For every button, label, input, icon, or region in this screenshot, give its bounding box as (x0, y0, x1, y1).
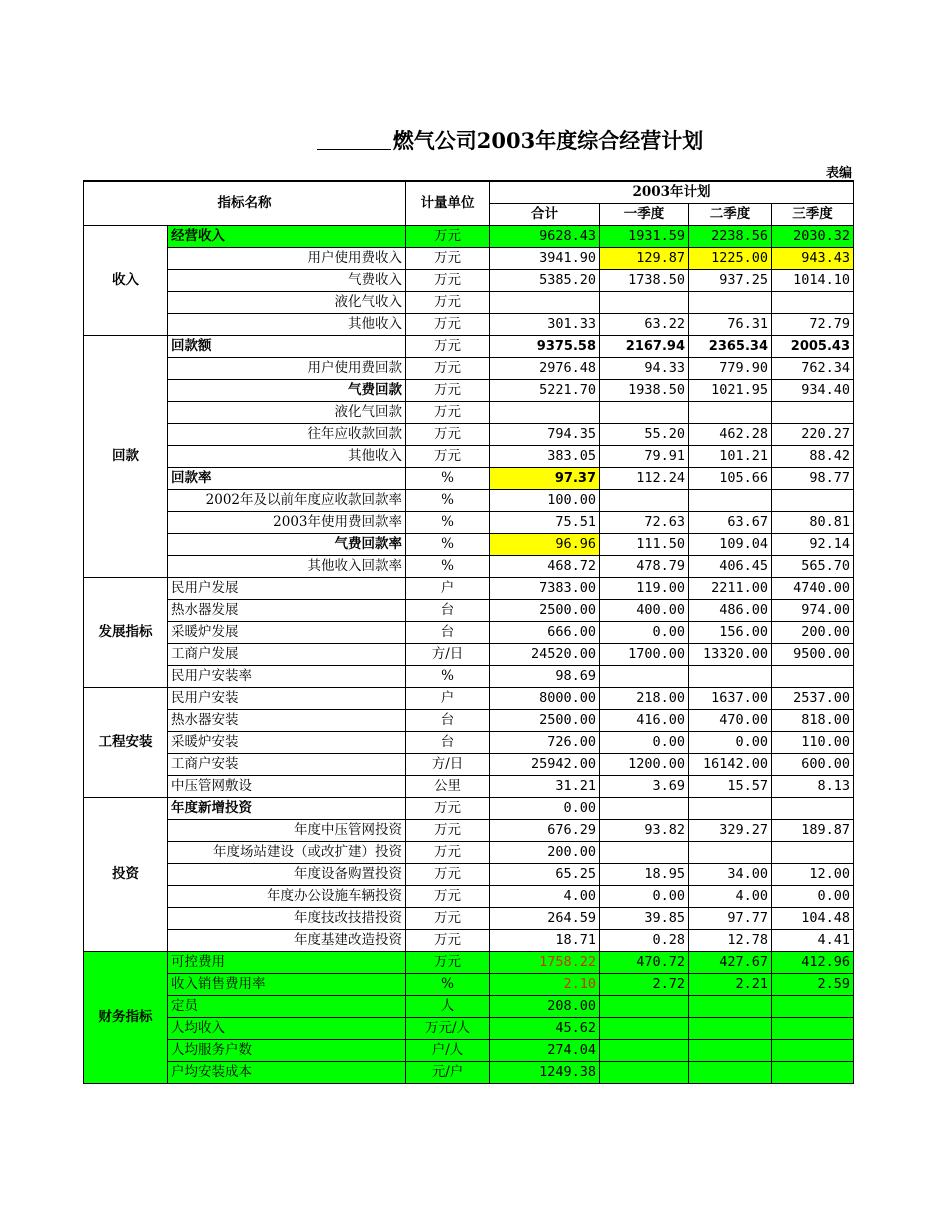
cell-q3[interactable]: 4740.00 (772, 578, 854, 600)
table-row (84, 842, 854, 864)
table-row (84, 358, 854, 380)
cell-q1[interactable] (600, 402, 689, 424)
cell-q3[interactable]: 12.00 (772, 864, 854, 886)
cell-q3[interactable]: 1014.10 (772, 270, 854, 292)
spreadsheet (83, 180, 853, 1084)
header-plan-year[interactable]: 2003年计划 (490, 181, 854, 204)
cell-total[interactable]: 75.51 (490, 512, 600, 534)
cell-q1[interactable] (600, 996, 689, 1018)
table-row (84, 490, 854, 512)
cell-total[interactable]: 383.05 (490, 446, 600, 468)
row-unit[interactable]: 方/日 (406, 644, 490, 666)
cell-q2[interactable]: 34.00 (689, 864, 772, 886)
row-name[interactable]: 年度设备购置投资 (168, 864, 406, 886)
cell-total[interactable]: 18.71 (490, 930, 600, 952)
table-row (84, 600, 854, 622)
cell-total[interactable]: 666.00 (490, 622, 600, 644)
cell-total[interactable]: 65.25 (490, 864, 600, 886)
row-unit[interactable]: 万元 (406, 270, 490, 292)
row-name[interactable]: 年度技改技措投资 (168, 908, 406, 930)
cell-q1[interactable]: 119.00 (600, 578, 689, 600)
cell-q2[interactable] (689, 1040, 772, 1062)
row-unit[interactable]: % (406, 666, 490, 688)
row-name[interactable]: 用户使用费收入 (168, 248, 406, 270)
cell-q3[interactable]: 92.14 (772, 534, 854, 556)
row-unit[interactable]: 方/日 (406, 754, 490, 776)
cell-q3[interactable] (772, 490, 854, 512)
cell-q1[interactable]: 94.33 (600, 358, 689, 380)
row-unit[interactable]: 万元 (406, 820, 490, 842)
cell-q1[interactable] (600, 1040, 689, 1062)
cell-q2[interactable]: 779.90 (689, 358, 772, 380)
cell-total[interactable]: 8000.00 (490, 688, 600, 710)
cell-total[interactable]: 100.00 (490, 490, 600, 512)
header-q3[interactable]: 三季度 (772, 204, 854, 226)
table-row (84, 864, 854, 886)
cell-q3[interactable]: 934.40 (772, 380, 854, 402)
row-unit[interactable]: % (406, 974, 490, 996)
cell-total[interactable]: 468.72 (490, 556, 600, 578)
group-installation[interactable]: 工程安装 (84, 688, 168, 798)
cell-q1[interactable]: 218.00 (600, 688, 689, 710)
cell-q2[interactable]: 13320.00 (689, 644, 772, 666)
row-name[interactable]: 回款率 (168, 468, 406, 490)
cell-total[interactable]: 5385.20 (490, 270, 600, 292)
cell-total[interactable]: 25942.00 (490, 754, 600, 776)
cell-q3[interactable]: 2030.32 (772, 226, 854, 248)
row-name[interactable]: 民用户发展 (168, 578, 406, 600)
cell-q3[interactable]: 88.42 (772, 446, 854, 468)
cell-total[interactable]: 794.35 (490, 424, 600, 446)
row-name[interactable]: 工商户发展 (168, 644, 406, 666)
cell-q2[interactable]: 486.00 (689, 600, 772, 622)
cell-q1[interactable]: 55.20 (600, 424, 689, 446)
row-name[interactable]: 人均服务户数 (168, 1040, 406, 1062)
cell-q1[interactable]: 0.28 (600, 930, 689, 952)
cell-q2[interactable]: 2365.34 (689, 336, 772, 358)
cell-q2[interactable]: 1225.00 (689, 248, 772, 270)
cell-q2[interactable]: 105.66 (689, 468, 772, 490)
table-row (84, 710, 854, 732)
table-row (84, 820, 854, 842)
header-total[interactable]: 合计 (490, 204, 600, 226)
cell-q1[interactable] (600, 1062, 689, 1084)
row-name[interactable]: 液化气收入 (168, 292, 406, 314)
row-name[interactable]: 年度新增投资 (168, 798, 406, 820)
table-row (84, 886, 854, 908)
table-row (84, 732, 854, 754)
cell-q3[interactable] (772, 1018, 854, 1040)
table-row (84, 578, 854, 600)
table-row (84, 1062, 854, 1084)
cell-q3[interactable] (772, 402, 854, 424)
cell-q3[interactable]: 200.00 (772, 622, 854, 644)
table-note: 表编 (826, 166, 853, 181)
table-row (84, 908, 854, 930)
cell-q3[interactable]: 72.79 (772, 314, 854, 336)
cell-q3[interactable] (772, 1040, 854, 1062)
row-unit[interactable]: 台 (406, 732, 490, 754)
cell-q2[interactable]: 63.67 (689, 512, 772, 534)
cell-total[interactable]: 4.00 (490, 886, 600, 908)
cell-q1[interactable] (600, 490, 689, 512)
page-title (0, 125, 950, 155)
row-name[interactable]: 往年应收款回款 (168, 424, 406, 446)
cell-q2[interactable]: 2238.56 (689, 226, 772, 248)
row-unit[interactable]: % (406, 556, 490, 578)
row-name[interactable]: 年度场站建设（或改扩建）投资 (168, 842, 406, 864)
cell-q2[interactable]: 0.00 (689, 732, 772, 754)
cell-q1[interactable]: 79.91 (600, 446, 689, 468)
cell-q1[interactable]: 2.72 (600, 974, 689, 996)
cell-total[interactable] (490, 402, 600, 424)
row-name[interactable]: 年度办公设施车辆投资 (168, 886, 406, 908)
cell-q1[interactable]: 478.79 (600, 556, 689, 578)
cell-q3[interactable]: 818.00 (772, 710, 854, 732)
cell-total[interactable]: 0.00 (490, 798, 600, 820)
row-name[interactable]: 液化气回款 (168, 402, 406, 424)
row-unit[interactable]: 元/户 (406, 1062, 490, 1084)
cell-q1[interactable]: 129.87 (600, 248, 689, 270)
row-name[interactable]: 其他收入 (168, 314, 406, 336)
row-unit[interactable]: 万元 (406, 930, 490, 952)
cell-q1[interactable]: 72.63 (600, 512, 689, 534)
row-name[interactable]: 民用户安装率 (168, 666, 406, 688)
cell-q1[interactable]: 400.00 (600, 600, 689, 622)
table-row (84, 380, 854, 402)
group-payment[interactable]: 回款 (84, 336, 168, 578)
cell-q3[interactable]: 104.48 (772, 908, 854, 930)
row-name[interactable]: 民用户安装 (168, 688, 406, 710)
row-unit[interactable]: % (406, 468, 490, 490)
cell-q1[interactable]: 1200.00 (600, 754, 689, 776)
table-row (84, 468, 854, 490)
row-unit[interactable]: 万元 (406, 864, 490, 886)
row-name[interactable]: 户均安装成本 (168, 1062, 406, 1084)
cell-q1[interactable]: 0.00 (600, 732, 689, 754)
table-row (84, 270, 854, 292)
row-name[interactable]: 其他收入 (168, 446, 406, 468)
cell-q3[interactable]: 974.00 (772, 600, 854, 622)
cell-total[interactable]: 3941.90 (490, 248, 600, 270)
cell-q1[interactable]: 1938.50 (600, 380, 689, 402)
header-unit[interactable]: 计量单位 (406, 181, 490, 226)
row-unit[interactable]: 万元/人 (406, 1018, 490, 1040)
row-unit[interactable]: 万元 (406, 446, 490, 468)
cell-total[interactable]: 31.21 (490, 776, 600, 798)
row-unit[interactable]: 万元 (406, 424, 490, 446)
row-name[interactable]: 经营收入 (168, 226, 406, 248)
row-name[interactable]: 气费回款率 (168, 534, 406, 556)
title-text: 燃气公司2003年度综合经营计划 (392, 128, 704, 153)
cell-q3[interactable]: 2.59 (772, 974, 854, 996)
cell-q1[interactable]: 3.69 (600, 776, 689, 798)
cell-q3[interactable] (772, 1062, 854, 1084)
group-development[interactable]: 发展指标 (84, 578, 168, 688)
cell-q3[interactable]: 8.13 (772, 776, 854, 798)
cell-q3[interactable]: 412.96 (772, 952, 854, 974)
cell-q2[interactable]: 1637.00 (689, 688, 772, 710)
cell-q3[interactable]: 943.43 (772, 248, 854, 270)
cell-q2[interactable]: 1021.95 (689, 380, 772, 402)
row-unit[interactable]: 万元 (406, 292, 490, 314)
row-name[interactable]: 中压管网敷设 (168, 776, 406, 798)
row-unit[interactable]: 万元 (406, 908, 490, 930)
cell-q2[interactable] (689, 1018, 772, 1040)
row-name[interactable]: 定员 (168, 996, 406, 1018)
cell-q2[interactable] (689, 292, 772, 314)
cell-total[interactable]: 2500.00 (490, 600, 600, 622)
table-row (84, 798, 854, 820)
cell-q3[interactable]: 9500.00 (772, 644, 854, 666)
row-unit[interactable]: 人 (406, 996, 490, 1018)
cell-q2[interactable]: 101.21 (689, 446, 772, 468)
cell-q3[interactable]: 110.00 (772, 732, 854, 754)
table-row (84, 424, 854, 446)
table-row (84, 974, 854, 996)
row-unit[interactable]: 万元 (406, 798, 490, 820)
cell-q1[interactable] (600, 1018, 689, 1040)
cell-q1[interactable] (600, 842, 689, 864)
cell-q1[interactable]: 1738.50 (600, 270, 689, 292)
cell-q1[interactable]: 18.95 (600, 864, 689, 886)
cell-q1[interactable]: 2167.94 (600, 336, 689, 358)
cell-q1[interactable]: 1931.59 (600, 226, 689, 248)
cell-q2[interactable]: 15.57 (689, 776, 772, 798)
row-name[interactable]: 热水器安装 (168, 710, 406, 732)
cell-q2[interactable] (689, 842, 772, 864)
cell-q2[interactable]: 937.25 (689, 270, 772, 292)
cell-q2[interactable]: 16142.00 (689, 754, 772, 776)
row-unit[interactable]: 户 (406, 688, 490, 710)
table-row (84, 996, 854, 1018)
row-unit[interactable]: 台 (406, 600, 490, 622)
cell-q1[interactable]: 111.50 (600, 534, 689, 556)
cell-q2[interactable] (689, 402, 772, 424)
cell-q3[interactable]: 98.77 (772, 468, 854, 490)
cell-q3[interactable]: 565.70 (772, 556, 854, 578)
row-name[interactable]: 工商户安装 (168, 754, 406, 776)
cell-total[interactable]: 7383.00 (490, 578, 600, 600)
cell-total[interactable]: 200.00 (490, 842, 600, 864)
cell-total[interactable]: 264.59 (490, 908, 600, 930)
cell-total[interactable]: 2500.00 (490, 710, 600, 732)
table-row (84, 666, 854, 688)
cell-q2[interactable] (689, 666, 772, 688)
row-name[interactable]: 可控费用 (168, 952, 406, 974)
table-row (84, 534, 854, 556)
cell-q3[interactable]: 762.34 (772, 358, 854, 380)
cell-q1[interactable]: 1700.00 (600, 644, 689, 666)
cell-total[interactable]: 208.00 (490, 996, 600, 1018)
header-indicator-name[interactable]: 指标名称 (84, 181, 406, 226)
cell-q2[interactable]: 76.31 (689, 314, 772, 336)
row-unit[interactable]: 台 (406, 622, 490, 644)
row-name[interactable]: 采暖炉发展 (168, 622, 406, 644)
row-unit[interactable]: % (406, 512, 490, 534)
cell-q2[interactable]: 109.04 (689, 534, 772, 556)
cell-total[interactable]: 2976.48 (490, 358, 600, 380)
plan-table (83, 180, 854, 1084)
row-unit[interactable]: 户/人 (406, 1040, 490, 1062)
row-unit[interactable]: 万元 (406, 358, 490, 380)
table-row (84, 226, 854, 248)
cell-q2[interactable]: 462.28 (689, 424, 772, 446)
table-row (84, 1018, 854, 1040)
row-name[interactable]: 人均收入 (168, 1018, 406, 1040)
cell-q1[interactable]: 416.00 (600, 710, 689, 732)
group-investment[interactable]: 投资 (84, 798, 168, 952)
cell-q3[interactable]: 2537.00 (772, 688, 854, 710)
cell-total[interactable]: 9628.43 (490, 226, 600, 248)
cell-total[interactable]: 9375.58 (490, 336, 600, 358)
cell-q2[interactable] (689, 490, 772, 512)
table-row (84, 688, 854, 710)
cell-q2[interactable]: 2211.00 (689, 578, 772, 600)
cell-q2[interactable] (689, 798, 772, 820)
row-name[interactable]: 气费回款 (168, 380, 406, 402)
cell-q3[interactable] (772, 292, 854, 314)
row-unit[interactable]: 万元 (406, 380, 490, 402)
cell-q2[interactable]: 12.78 (689, 930, 772, 952)
table-row (84, 644, 854, 666)
cell-q3[interactable]: 0.00 (772, 886, 854, 908)
cell-q3[interactable] (772, 666, 854, 688)
cell-q2[interactable]: 329.27 (689, 820, 772, 842)
row-name[interactable]: 年度基建改造投资 (168, 930, 406, 952)
cell-q3[interactable] (772, 996, 854, 1018)
row-name[interactable]: 收入销售费用率 (168, 974, 406, 996)
cell-q2[interactable]: 2.21 (689, 974, 772, 996)
cell-q1[interactable]: 112.24 (600, 468, 689, 490)
row-unit[interactable]: 公里 (406, 776, 490, 798)
row-unit[interactable]: 万元 (406, 402, 490, 424)
cell-q2[interactable]: 427.67 (689, 952, 772, 974)
table-row (84, 402, 854, 424)
table-row (84, 248, 854, 270)
cell-total[interactable]: 726.00 (490, 732, 600, 754)
table-row (84, 292, 854, 314)
cell-q2[interactable]: 406.45 (689, 556, 772, 578)
cell-q1[interactable]: 93.82 (600, 820, 689, 842)
row-unit[interactable]: 户 (406, 578, 490, 600)
table-row (84, 556, 854, 578)
cell-q3[interactable]: 4.41 (772, 930, 854, 952)
cell-q3[interactable] (772, 798, 854, 820)
row-name[interactable]: 采暖炉安装 (168, 732, 406, 754)
cell-total[interactable]: 1758.22 (490, 952, 600, 974)
header-q1[interactable]: 一季度 (600, 204, 689, 226)
row-name[interactable]: 其他收入回款率 (168, 556, 406, 578)
cell-q1[interactable]: 470.72 (600, 952, 689, 974)
row-unit[interactable]: 万元 (406, 952, 490, 974)
row-unit[interactable]: 万元 (406, 226, 490, 248)
cell-total[interactable]: 97.37 (490, 468, 600, 490)
table-row (84, 314, 854, 336)
cell-q2[interactable]: 156.00 (689, 622, 772, 644)
cell-total[interactable]: 301.33 (490, 314, 600, 336)
cell-q1[interactable] (600, 798, 689, 820)
row-name[interactable]: 气费收入 (168, 270, 406, 292)
row-unit[interactable]: 万元 (406, 248, 490, 270)
cell-total[interactable]: 45.62 (490, 1018, 600, 1040)
row-unit[interactable]: 万元 (406, 336, 490, 358)
group-finance[interactable]: 财务指标 (84, 952, 168, 1084)
row-name[interactable]: 用户使用费回款 (168, 358, 406, 380)
table-row (84, 512, 854, 534)
company-name-blank (317, 131, 391, 150)
cell-q3[interactable]: 220.27 (772, 424, 854, 446)
cell-q1[interactable] (600, 666, 689, 688)
cell-total[interactable]: 1249.38 (490, 1062, 600, 1084)
row-name[interactable]: 热水器发展 (168, 600, 406, 622)
header-row (84, 181, 854, 204)
row-unit[interactable]: 万元 (406, 842, 490, 864)
row-unit[interactable]: 台 (406, 710, 490, 732)
row-name[interactable]: 回款额 (168, 336, 406, 358)
table-row (84, 446, 854, 468)
table-row (84, 930, 854, 952)
cell-q1[interactable]: 63.22 (600, 314, 689, 336)
row-name[interactable]: 2002年及以前年度应收款回款率 (168, 490, 406, 512)
table-row (84, 952, 854, 974)
cell-q1[interactable]: 0.00 (600, 622, 689, 644)
table-row (84, 336, 854, 358)
cell-total[interactable]: 98.69 (490, 666, 600, 688)
table-row (84, 754, 854, 776)
row-unit[interactable]: % (406, 534, 490, 556)
cell-total[interactable]: 2.10 (490, 974, 600, 996)
cell-q2[interactable] (689, 1062, 772, 1084)
row-name[interactable]: 年度中压管网投资 (168, 820, 406, 842)
cell-total[interactable] (490, 292, 600, 314)
cell-q3[interactable]: 600.00 (772, 754, 854, 776)
cell-q3[interactable]: 2005.43 (772, 336, 854, 358)
row-name[interactable]: 2003年使用费回款率 (168, 512, 406, 534)
cell-q2[interactable]: 4.00 (689, 886, 772, 908)
cell-q3[interactable]: 80.81 (772, 512, 854, 534)
cell-q1[interactable]: 0.00 (600, 886, 689, 908)
cell-total[interactable]: 24520.00 (490, 644, 600, 666)
cell-q2[interactable] (689, 996, 772, 1018)
header-q2[interactable]: 二季度 (689, 204, 772, 226)
cell-q3[interactable]: 189.87 (772, 820, 854, 842)
cell-total[interactable]: 274.04 (490, 1040, 600, 1062)
row-unit[interactable]: 万元 (406, 886, 490, 908)
cell-q1[interactable]: 39.85 (600, 908, 689, 930)
table-row (84, 1040, 854, 1062)
row-unit[interactable]: % (406, 490, 490, 512)
cell-q2[interactable]: 97.77 (689, 908, 772, 930)
cell-total[interactable]: 676.29 (490, 820, 600, 842)
cell-total[interactable]: 5221.70 (490, 380, 600, 402)
table-row (84, 776, 854, 798)
cell-q3[interactable] (772, 842, 854, 864)
table-row (84, 622, 854, 644)
cell-q2[interactable]: 470.00 (689, 710, 772, 732)
cell-q1[interactable] (600, 292, 689, 314)
row-unit[interactable]: 万元 (406, 314, 490, 336)
group-income[interactable]: 收入 (84, 226, 168, 336)
cell-total[interactable]: 96.96 (490, 534, 600, 556)
